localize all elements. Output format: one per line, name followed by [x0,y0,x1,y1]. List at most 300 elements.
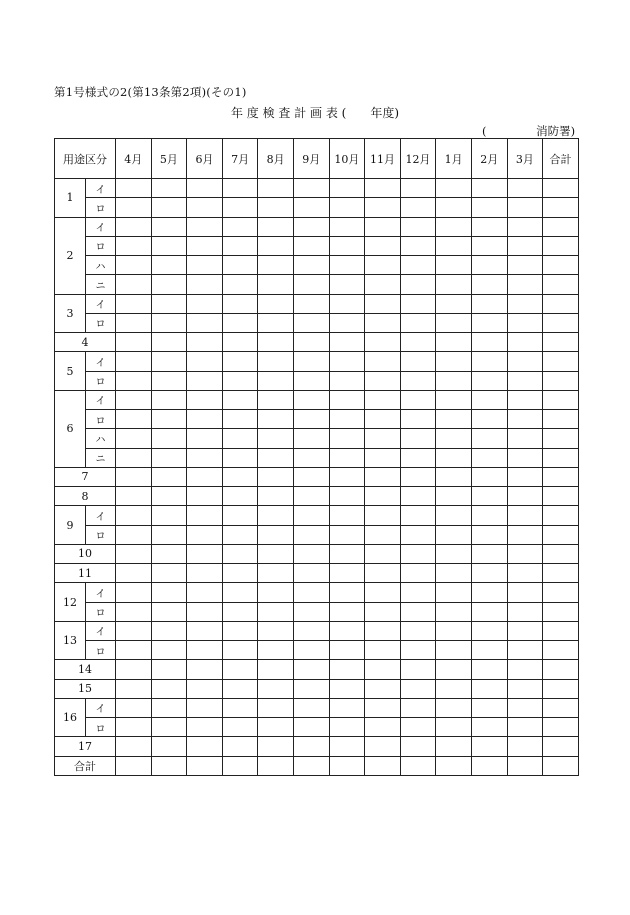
month-entry-cell[interactable] [116,621,152,640]
month-entry-cell[interactable] [187,448,223,467]
month-entry-cell[interactable] [258,679,294,698]
month-entry-cell[interactable] [507,313,543,332]
month-entry-cell[interactable] [151,679,187,698]
month-entry-cell[interactable] [365,429,401,448]
month-entry-cell[interactable] [365,467,401,486]
month-entry-cell[interactable] [116,660,152,679]
month-entry-cell[interactable] [365,602,401,621]
month-entry-cell[interactable] [365,390,401,409]
month-entry-cell[interactable] [222,352,258,371]
month-entry-cell[interactable] [151,467,187,486]
month-entry-cell[interactable] [365,313,401,332]
month-entry-cell[interactable] [258,448,294,467]
month-entry-cell[interactable] [365,198,401,217]
month-entry-cell[interactable] [151,660,187,679]
month-entry-cell[interactable] [436,660,472,679]
month-entry-cell[interactable] [436,313,472,332]
month-entry-cell[interactable] [436,737,472,756]
month-entry-cell[interactable] [222,525,258,544]
month-entry-cell[interactable] [400,294,436,313]
month-entry-cell[interactable] [258,621,294,640]
month-entry-cell[interactable] [222,602,258,621]
month-entry-cell[interactable] [400,217,436,236]
month-entry-cell[interactable] [507,564,543,583]
month-entry-cell[interactable] [471,179,507,198]
month-entry-cell[interactable] [258,429,294,448]
month-entry-cell[interactable] [116,564,152,583]
month-entry-cell[interactable] [187,641,223,660]
month-entry-cell[interactable] [471,602,507,621]
month-entry-cell[interactable] [293,410,329,429]
month-entry-cell[interactable] [258,718,294,737]
month-entry-cell[interactable] [436,544,472,563]
month-entry-cell[interactable] [258,371,294,390]
month-entry-cell[interactable] [293,179,329,198]
month-entry-cell[interactable] [400,371,436,390]
month-entry-cell[interactable] [507,275,543,294]
row-total-cell[interactable] [543,737,579,756]
month-entry-cell[interactable] [187,698,223,717]
month-entry-cell[interactable] [436,217,472,236]
month-entry-cell[interactable] [471,698,507,717]
month-entry-cell[interactable] [436,333,472,352]
month-entry-cell[interactable] [187,602,223,621]
month-entry-cell[interactable] [258,641,294,660]
month-entry-cell[interactable] [293,525,329,544]
month-entry-cell[interactable] [151,333,187,352]
month-entry-cell[interactable] [222,467,258,486]
month-entry-cell[interactable] [151,256,187,275]
month-entry-cell[interactable] [293,544,329,563]
month-entry-cell[interactable] [116,679,152,698]
row-total-cell[interactable] [543,390,579,409]
month-entry-cell[interactable] [436,371,472,390]
month-entry-cell[interactable] [471,564,507,583]
month-entry-cell[interactable] [151,756,187,775]
month-entry-cell[interactable] [293,429,329,448]
month-entry-cell[interactable] [436,429,472,448]
month-entry-cell[interactable] [293,641,329,660]
month-entry-cell[interactable] [151,429,187,448]
month-entry-cell[interactable] [116,525,152,544]
month-entry-cell[interactable] [222,641,258,660]
month-entry-cell[interactable] [507,429,543,448]
month-entry-cell[interactable] [222,737,258,756]
month-entry-cell[interactable] [471,525,507,544]
month-entry-cell[interactable] [151,198,187,217]
month-entry-cell[interactable] [329,506,365,525]
month-entry-cell[interactable] [151,390,187,409]
month-entry-cell[interactable] [293,256,329,275]
month-entry-cell[interactable] [116,756,152,775]
month-entry-cell[interactable] [258,236,294,255]
month-entry-cell[interactable] [400,236,436,255]
month-entry-cell[interactable] [187,525,223,544]
month-entry-cell[interactable] [329,467,365,486]
month-entry-cell[interactable] [436,179,472,198]
month-entry-cell[interactable] [436,467,472,486]
month-entry-cell[interactable] [329,294,365,313]
month-entry-cell[interactable] [222,236,258,255]
month-entry-cell[interactable] [436,525,472,544]
month-entry-cell[interactable] [471,217,507,236]
month-entry-cell[interactable] [258,217,294,236]
month-entry-cell[interactable] [329,256,365,275]
month-entry-cell[interactable] [400,506,436,525]
month-entry-cell[interactable] [365,236,401,255]
month-entry-cell[interactable] [329,602,365,621]
month-entry-cell[interactable] [187,718,223,737]
month-entry-cell[interactable] [258,275,294,294]
month-entry-cell[interactable] [151,525,187,544]
month-entry-cell[interactable] [293,275,329,294]
month-entry-cell[interactable] [365,525,401,544]
month-entry-cell[interactable] [329,487,365,506]
row-total-cell[interactable] [543,564,579,583]
month-entry-cell[interactable] [258,698,294,717]
month-entry-cell[interactable] [400,333,436,352]
month-entry-cell[interactable] [116,737,152,756]
month-entry-cell[interactable] [116,313,152,332]
month-entry-cell[interactable] [329,564,365,583]
month-entry-cell[interactable] [187,256,223,275]
month-entry-cell[interactable] [365,448,401,467]
month-entry-cell[interactable] [507,333,543,352]
row-total-cell[interactable] [543,410,579,429]
month-entry-cell[interactable] [507,236,543,255]
month-entry-cell[interactable] [400,660,436,679]
month-entry-cell[interactable] [151,506,187,525]
month-entry-cell[interactable] [151,371,187,390]
month-entry-cell[interactable] [187,352,223,371]
row-total-cell[interactable] [543,679,579,698]
row-total-cell[interactable] [543,429,579,448]
month-entry-cell[interactable] [187,179,223,198]
month-entry-cell[interactable] [400,698,436,717]
month-entry-cell[interactable] [258,313,294,332]
month-entry-cell[interactable] [329,679,365,698]
month-entry-cell[interactable] [471,294,507,313]
month-entry-cell[interactable] [116,583,152,602]
month-entry-cell[interactable] [258,564,294,583]
month-entry-cell[interactable] [329,410,365,429]
month-entry-cell[interactable] [187,294,223,313]
month-entry-cell[interactable] [507,660,543,679]
row-total-cell[interactable] [543,217,579,236]
month-entry-cell[interactable] [507,641,543,660]
month-entry-cell[interactable] [436,756,472,775]
month-entry-cell[interactable] [400,198,436,217]
month-entry-cell[interactable] [436,275,472,294]
month-entry-cell[interactable] [222,506,258,525]
row-total-cell[interactable] [543,275,579,294]
month-entry-cell[interactable] [222,294,258,313]
month-entry-cell[interactable] [436,198,472,217]
month-entry-cell[interactable] [258,487,294,506]
month-entry-cell[interactable] [471,467,507,486]
month-entry-cell[interactable] [507,621,543,640]
month-entry-cell[interactable] [365,410,401,429]
month-entry-cell[interactable] [151,737,187,756]
month-entry-cell[interactable] [293,217,329,236]
month-entry-cell[interactable] [293,583,329,602]
month-entry-cell[interactable] [222,583,258,602]
row-total-cell[interactable] [543,198,579,217]
month-entry-cell[interactable] [187,467,223,486]
month-entry-cell[interactable] [471,198,507,217]
month-entry-cell[interactable] [400,602,436,621]
month-entry-cell[interactable] [365,506,401,525]
month-entry-cell[interactable] [436,718,472,737]
month-entry-cell[interactable] [258,737,294,756]
month-entry-cell[interactable] [365,352,401,371]
month-entry-cell[interactable] [436,564,472,583]
month-entry-cell[interactable] [507,698,543,717]
month-entry-cell[interactable] [258,390,294,409]
month-entry-cell[interactable] [293,698,329,717]
month-entry-cell[interactable] [471,621,507,640]
month-entry-cell[interactable] [293,294,329,313]
month-entry-cell[interactable] [365,679,401,698]
month-entry-cell[interactable] [151,352,187,371]
month-entry-cell[interactable] [507,756,543,775]
month-entry-cell[interactable] [471,275,507,294]
month-entry-cell[interactable] [471,679,507,698]
month-entry-cell[interactable] [116,448,152,467]
month-entry-cell[interactable] [293,467,329,486]
month-entry-cell[interactable] [116,641,152,660]
month-entry-cell[interactable] [187,621,223,640]
month-entry-cell[interactable] [329,544,365,563]
month-entry-cell[interactable] [507,390,543,409]
month-entry-cell[interactable] [222,275,258,294]
month-entry-cell[interactable] [222,660,258,679]
month-entry-cell[interactable] [436,583,472,602]
month-entry-cell[interactable] [222,179,258,198]
month-entry-cell[interactable] [151,236,187,255]
month-entry-cell[interactable] [116,544,152,563]
month-entry-cell[interactable] [329,756,365,775]
month-entry-cell[interactable] [365,544,401,563]
month-entry-cell[interactable] [116,371,152,390]
month-entry-cell[interactable] [507,679,543,698]
month-entry-cell[interactable] [222,429,258,448]
month-entry-cell[interactable] [365,333,401,352]
month-entry-cell[interactable] [116,198,152,217]
month-entry-cell[interactable] [471,583,507,602]
month-entry-cell[interactable] [329,236,365,255]
row-total-cell[interactable] [543,448,579,467]
month-entry-cell[interactable] [436,294,472,313]
month-entry-cell[interactable] [151,313,187,332]
month-entry-cell[interactable] [293,506,329,525]
month-entry-cell[interactable] [329,583,365,602]
month-entry-cell[interactable] [222,679,258,698]
month-entry-cell[interactable] [471,371,507,390]
month-entry-cell[interactable] [400,641,436,660]
month-entry-cell[interactable] [187,679,223,698]
month-entry-cell[interactable] [258,179,294,198]
month-entry-cell[interactable] [507,256,543,275]
row-total-cell[interactable] [543,313,579,332]
month-entry-cell[interactable] [293,487,329,506]
row-total-cell[interactable] [543,236,579,255]
month-entry-cell[interactable] [507,410,543,429]
month-entry-cell[interactable] [507,448,543,467]
month-entry-cell[interactable] [365,371,401,390]
month-entry-cell[interactable] [258,583,294,602]
month-entry-cell[interactable] [151,217,187,236]
month-entry-cell[interactable] [507,718,543,737]
month-entry-cell[interactable] [400,679,436,698]
month-entry-cell[interactable] [329,525,365,544]
month-entry-cell[interactable] [116,275,152,294]
month-entry-cell[interactable] [258,756,294,775]
month-entry-cell[interactable] [258,352,294,371]
month-entry-cell[interactable] [436,256,472,275]
month-entry-cell[interactable] [187,390,223,409]
month-entry-cell[interactable] [365,621,401,640]
month-entry-cell[interactable] [329,313,365,332]
row-total-cell[interactable] [543,621,579,640]
month-entry-cell[interactable] [400,525,436,544]
month-entry-cell[interactable] [293,660,329,679]
month-entry-cell[interactable] [151,641,187,660]
month-entry-cell[interactable] [293,371,329,390]
month-entry-cell[interactable] [436,602,472,621]
month-entry-cell[interactable] [365,660,401,679]
month-entry-cell[interactable] [258,256,294,275]
month-entry-cell[interactable] [329,698,365,717]
month-entry-cell[interactable] [293,756,329,775]
month-entry-cell[interactable] [400,429,436,448]
month-entry-cell[interactable] [507,583,543,602]
month-entry-cell[interactable] [293,313,329,332]
month-entry-cell[interactable] [116,236,152,255]
month-entry-cell[interactable] [507,179,543,198]
month-entry-cell[interactable] [116,467,152,486]
month-entry-cell[interactable] [329,660,365,679]
month-entry-cell[interactable] [293,602,329,621]
month-entry-cell[interactable] [151,621,187,640]
month-entry-cell[interactable] [365,179,401,198]
month-entry-cell[interactable] [436,410,472,429]
month-entry-cell[interactable] [471,313,507,332]
month-entry-cell[interactable] [187,333,223,352]
month-entry-cell[interactable] [507,467,543,486]
row-total-cell[interactable] [543,506,579,525]
month-entry-cell[interactable] [116,217,152,236]
month-entry-cell[interactable] [400,564,436,583]
month-entry-cell[interactable] [365,217,401,236]
month-entry-cell[interactable] [329,448,365,467]
month-entry-cell[interactable] [222,371,258,390]
month-entry-cell[interactable] [471,660,507,679]
month-entry-cell[interactable] [507,352,543,371]
month-entry-cell[interactable] [436,487,472,506]
row-total-cell[interactable] [543,352,579,371]
row-total-cell[interactable] [543,467,579,486]
month-entry-cell[interactable] [116,718,152,737]
month-entry-cell[interactable] [471,410,507,429]
month-entry-cell[interactable] [471,352,507,371]
row-total-cell[interactable] [543,294,579,313]
month-entry-cell[interactable] [293,621,329,640]
month-entry-cell[interactable] [365,294,401,313]
month-entry-cell[interactable] [507,544,543,563]
month-entry-cell[interactable] [436,390,472,409]
month-entry-cell[interactable] [507,506,543,525]
month-entry-cell[interactable] [329,179,365,198]
month-entry-cell[interactable] [187,564,223,583]
month-entry-cell[interactable] [400,390,436,409]
month-entry-cell[interactable] [400,410,436,429]
month-entry-cell[interactable] [116,506,152,525]
month-entry-cell[interactable] [258,602,294,621]
month-entry-cell[interactable] [187,737,223,756]
month-entry-cell[interactable] [329,352,365,371]
month-entry-cell[interactable] [151,564,187,583]
row-total-cell[interactable] [543,718,579,737]
row-total-cell[interactable] [543,525,579,544]
month-entry-cell[interactable] [293,737,329,756]
row-total-cell[interactable] [543,660,579,679]
month-entry-cell[interactable] [222,256,258,275]
month-entry-cell[interactable] [187,236,223,255]
month-entry-cell[interactable] [365,564,401,583]
month-entry-cell[interactable] [471,448,507,467]
month-entry-cell[interactable] [116,602,152,621]
month-entry-cell[interactable] [365,756,401,775]
row-total-cell[interactable] [543,544,579,563]
month-entry-cell[interactable] [400,275,436,294]
month-entry-cell[interactable] [116,410,152,429]
month-entry-cell[interactable] [507,294,543,313]
month-entry-cell[interactable] [151,698,187,717]
month-entry-cell[interactable] [222,390,258,409]
month-entry-cell[interactable] [187,487,223,506]
row-total-cell[interactable] [543,179,579,198]
month-entry-cell[interactable] [258,467,294,486]
row-total-cell[interactable] [543,371,579,390]
month-entry-cell[interactable] [116,179,152,198]
row-total-cell[interactable] [543,333,579,352]
month-entry-cell[interactable] [329,737,365,756]
month-entry-cell[interactable] [400,544,436,563]
month-entry-cell[interactable] [293,718,329,737]
month-entry-cell[interactable] [116,390,152,409]
month-entry-cell[interactable] [436,621,472,640]
month-entry-cell[interactable] [151,718,187,737]
month-entry-cell[interactable] [187,506,223,525]
month-entry-cell[interactable] [293,448,329,467]
row-total-cell[interactable] [543,256,579,275]
month-entry-cell[interactable] [329,371,365,390]
month-entry-cell[interactable] [436,236,472,255]
month-entry-cell[interactable] [151,487,187,506]
row-total-cell[interactable] [543,641,579,660]
month-entry-cell[interactable] [116,698,152,717]
month-entry-cell[interactable] [471,487,507,506]
month-entry-cell[interactable] [116,256,152,275]
month-entry-cell[interactable] [258,333,294,352]
month-entry-cell[interactable] [258,294,294,313]
month-entry-cell[interactable] [471,737,507,756]
month-entry-cell[interactable] [471,718,507,737]
month-entry-cell[interactable] [258,198,294,217]
month-entry-cell[interactable] [471,256,507,275]
month-entry-cell[interactable] [293,679,329,698]
